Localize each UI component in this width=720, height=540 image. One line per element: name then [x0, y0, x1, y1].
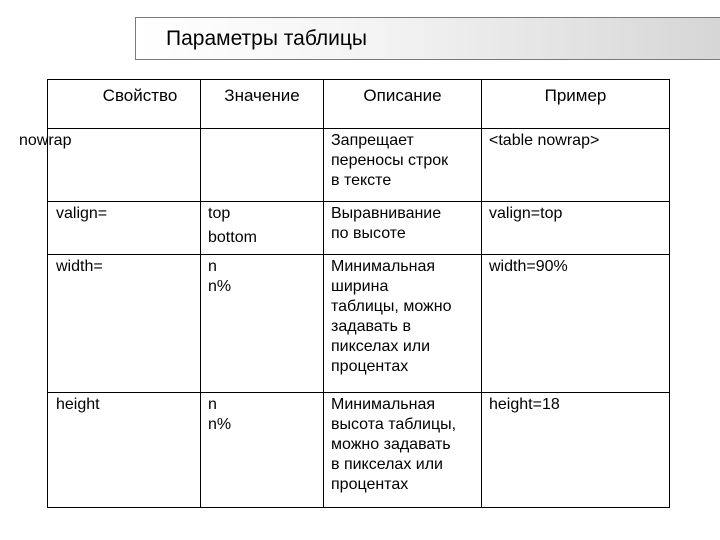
- value-line: n: [208, 258, 217, 275]
- description-line: Запрещает: [331, 132, 414, 149]
- description-line: в тексте: [331, 172, 392, 189]
- property-text: nowrap: [19, 132, 72, 149]
- cell-value: [201, 129, 324, 202]
- cell-example: [482, 255, 670, 393]
- cell-property: [48, 202, 201, 255]
- slide-title-bar: [135, 17, 720, 60]
- value-line: n: [208, 396, 217, 413]
- value-line: bottom: [208, 229, 257, 246]
- example-text: width=90%: [489, 258, 568, 275]
- cell-property: [48, 393, 201, 508]
- description-line: ширина: [331, 278, 389, 295]
- cell-description: [324, 129, 482, 202]
- value-line: n%: [208, 278, 232, 295]
- header-value: Значение: [201, 80, 324, 129]
- table-row: [48, 393, 670, 508]
- value-line: top: [208, 205, 231, 222]
- slide-title: Параметры таблицы: [166, 27, 368, 50]
- description-line: пикселах или: [331, 338, 431, 355]
- description-line: Выравнивание: [331, 205, 442, 222]
- table-header-row: [48, 80, 670, 129]
- header-example: Пример: [482, 80, 670, 129]
- description-line: в пикселах или: [331, 456, 443, 473]
- cell-example: [482, 393, 670, 508]
- parameters-table: [19, 79, 670, 508]
- example-text: valign=top: [489, 205, 563, 222]
- description-line: таблицы, можно: [331, 298, 452, 315]
- description-line: задавать в: [331, 318, 411, 335]
- table-row: [48, 202, 670, 255]
- description-line: можно задавать: [331, 436, 451, 453]
- description-line: Минимальная: [331, 396, 436, 413]
- description-line: Минимальная: [331, 258, 436, 275]
- table-row: [48, 129, 670, 202]
- example-text: height=18: [489, 396, 560, 413]
- cell-example: [482, 202, 670, 255]
- table-row: [48, 255, 670, 393]
- example-text: <table nowrap>: [489, 132, 600, 149]
- value-line: n%: [208, 416, 232, 433]
- property-text: width=: [56, 258, 103, 275]
- description-line: процентах: [331, 476, 409, 493]
- description-line: переносы строк: [331, 152, 449, 169]
- header-description: Описание: [324, 80, 482, 129]
- cell-description: [324, 202, 482, 255]
- description-line: процентах: [331, 358, 409, 375]
- cell-value: [201, 393, 324, 508]
- cell-property: [19, 129, 201, 202]
- cell-property: [48, 255, 201, 393]
- cell-description: [324, 255, 482, 393]
- cell-value: [201, 202, 324, 255]
- property-text: valign=: [56, 205, 108, 222]
- property-text: height: [56, 396, 100, 413]
- header-property: Свойство: [48, 80, 201, 129]
- description-line: по высоте: [331, 225, 406, 242]
- description-line: высота таблицы,: [331, 416, 457, 433]
- cell-value: [201, 255, 324, 393]
- cell-example: [482, 129, 670, 202]
- cell-description: [324, 393, 482, 508]
